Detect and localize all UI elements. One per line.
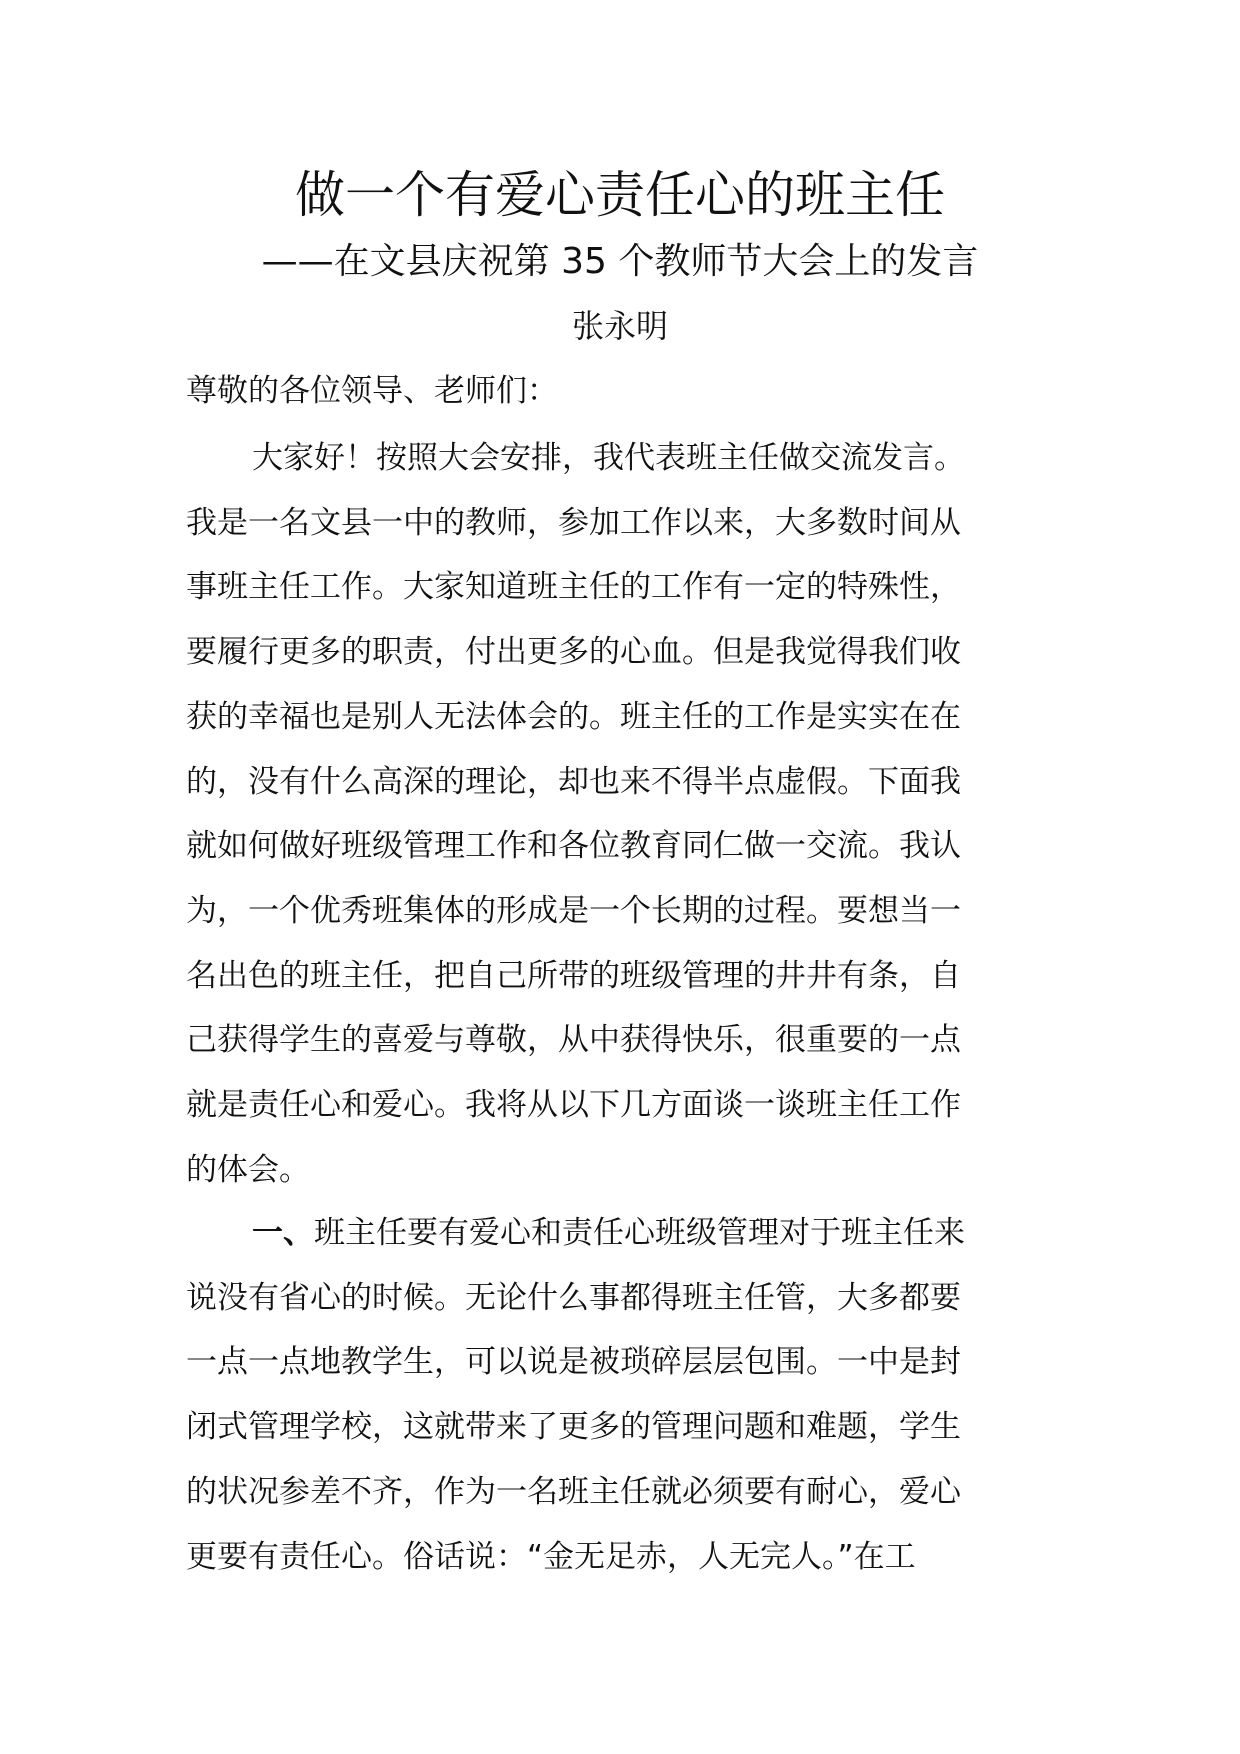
text-line: 闭式管理学校，这就带来了更多的管理问题和难题，学生 [186, 1409, 961, 1446]
text-line: 的体会。 [186, 1151, 310, 1188]
greeting: 尊敬的各位领导、老师们： [186, 373, 558, 409]
text-line: 我是一名文县一中的教师，参加工作以来，大多数时间从 [186, 504, 961, 541]
text-line: 的状况参差不齐，作为一名班主任就必须要有耐心，爱心 [186, 1473, 961, 1510]
text-line-content: 班主任要有爱心和责任心班级管理对于班主任来 [314, 1215, 965, 1251]
document-subtitle: ——在文县庆祝第 35 个教师节大会上的发言 [261, 241, 979, 282]
text-line: 一点一点地教学生，可以说是被琐碎层层包围。一中是封 [186, 1344, 961, 1381]
text-line: 的，没有什么高深的理论，却也来不得半点虚假。下面我 [186, 763, 961, 800]
document-title: 做一个有爱心责任心的班主任 [295, 166, 945, 224]
text-line: 说没有省心的时候。无论什么事都得班主任管，大多都要 [186, 1279, 961, 1316]
text-line: 己获得学生的喜爱与尊敬，从中获得快乐，很重要的一点 [186, 1022, 961, 1059]
paragraph-1 [186, 426, 1056, 1202]
section-number: 一、 [252, 1215, 314, 1251]
text-line: 为，一个优秀班集体的形成是一个长期的过程。要想当一 [186, 892, 961, 929]
text-line: 大家好！按照大会安排，我代表班主任做交流发言。 [252, 440, 965, 476]
text-line: 就如何做好班级管理工作和各位教育同仁做一交流。我认 [186, 828, 961, 865]
text-line: 名出色的班主任，把自己所带的班级管理的井井有条，自 [186, 957, 961, 994]
text-line [186, 1201, 1056, 1266]
text-line: 事班主任工作。大家知道班主任的工作有一定的特殊性， [186, 569, 961, 606]
author-name: 张永明 [571, 307, 668, 345]
text-line: 就是责任心和爱心。我将从以下几方面谈一谈班主任工作 [186, 1087, 961, 1124]
paragraph-2 [186, 1201, 1056, 1589]
text-line: 获的幸福也是别人无法体会的。班主任的工作是实实在在 [186, 698, 961, 735]
text-line: 更要有责任心。俗话说：“金无足赤，人无完人。”在工 [186, 1538, 916, 1575]
text-line: 要履行更多的职责，付出更多的心血。但是我觉得我们收 [186, 634, 961, 671]
